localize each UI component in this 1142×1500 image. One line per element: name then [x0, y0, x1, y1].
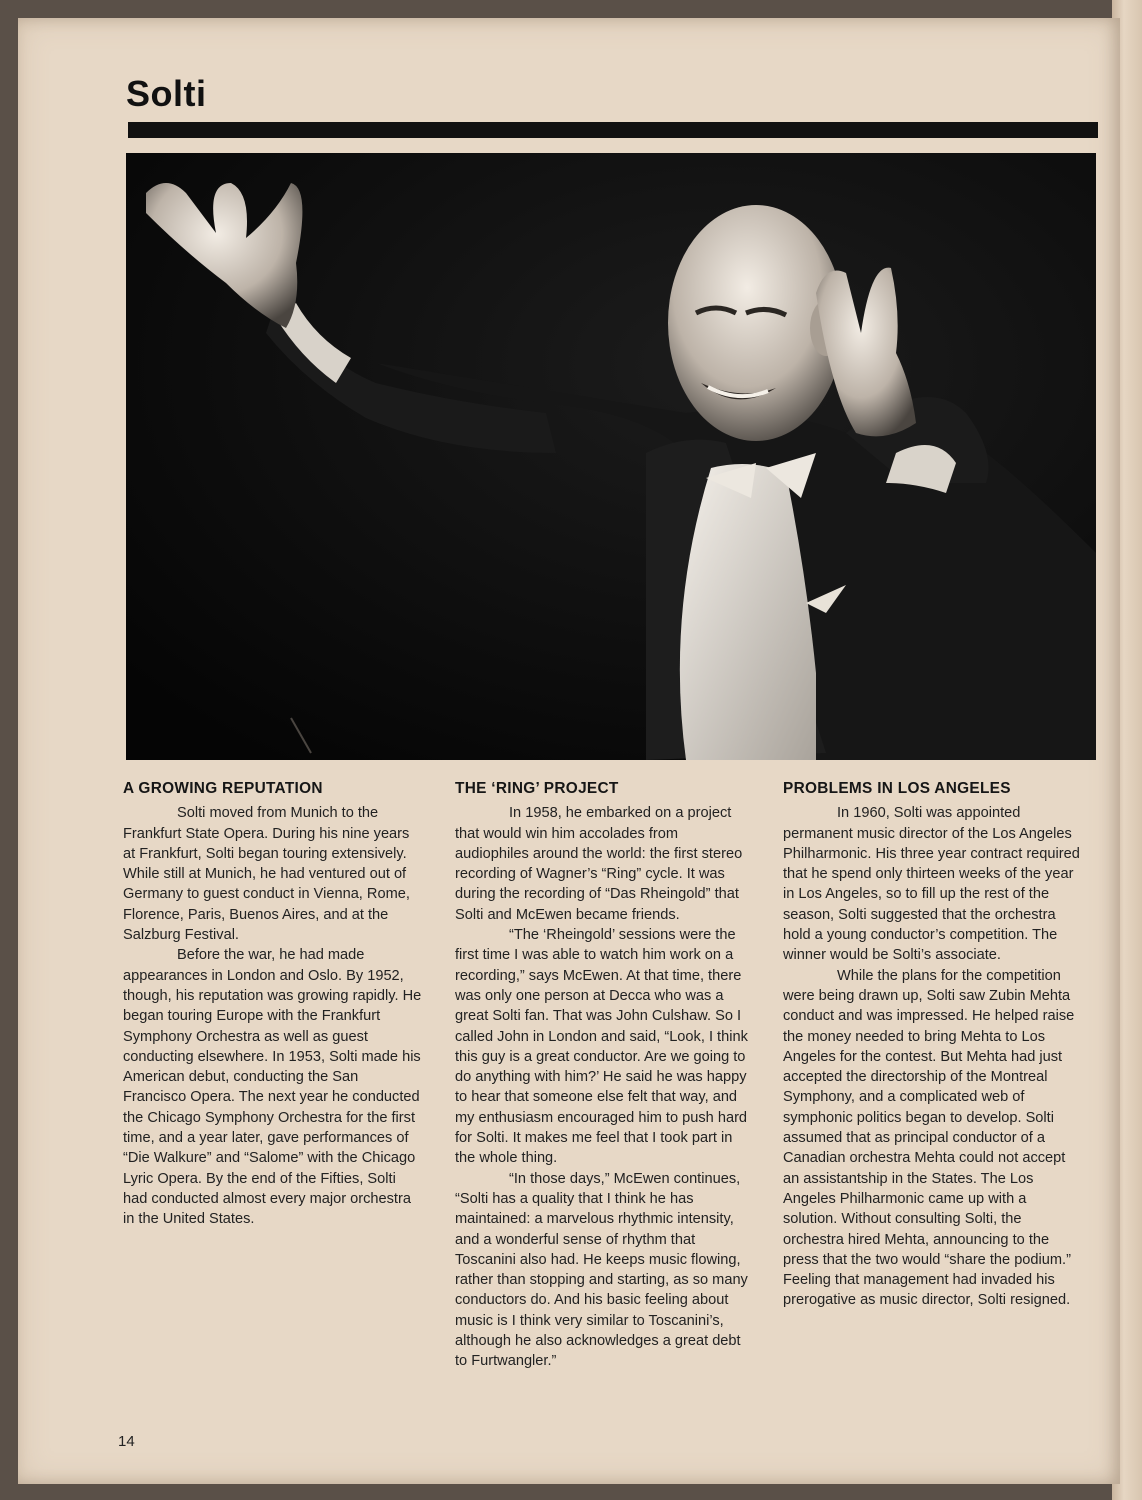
paragraph: “In those days,” McEwen continues, “Solti has a quality that I think he has maintained: a marvelous rhythmic intensity, and a wonderful sense of rhythm that Toscanini also had. He keeps music flowing, rather than stopping and starting, as so many conductors do. And his basic feeling about music is I think very similar to Toscanini’s, although he also acknowledges a great debt to Furtwangler.” [455, 1170, 748, 1370]
section-heading: A GROWING REPUTATION [123, 780, 323, 797]
section-heading: PROBLEMS IN LOS ANGELES [783, 780, 1011, 797]
paragraph: While the plans for the competition were being drawn up, Solti saw Zubin Mehta conduct and was impressed. He helped raise the money needed to bring Mehta to Los Angeles for the contest. But Mehta had just accepted the directorship of the Montreal Symphony, and a complicated web of symphonic politics began to develop. Solti assumed that as principal conductor of a Canadian orchestra Mehta could not accept an assistantship in the States. The Los Angeles Philharmonic came up with a solution. Without consulting Solti, the orchestra hired Mehta, announcing to the press that the two would “share the podium.” Feeling that management had invaded his prerogative as music director, Solti resigned. [783, 967, 1075, 1309]
column-growing-reputation [123, 779, 423, 1230]
title-rule [128, 122, 1098, 138]
column-ring-project [455, 779, 755, 1372]
paragraph: “The ‘Rheingold’ sessions were the first time I was able to watch him work on a recording,” says McEwen. At that time, there was only one person at Decca who was a great Solti fan. That was John Culshaw. So I called John in London and said, “Look, I think this guy is a great conductor. Are we going to do anything with him?’ He said he was happy to hear that someone else felt that way, and my enthusiasm encouraged him to push hard for Solti. It makes me feel that I took part in the whole thing. [455, 927, 748, 1167]
page-number: 14 [118, 1433, 135, 1450]
paragraph: Solti moved from Munich to the Frankfurt State Opera. During his nine years at Frankfurt, Solti began touring extensively. While still at Munich, he had ventured out of Germany to guest conduct in Vienna, Rome, Florence, Paris, Buenos Aires, and at the Salzburg Festival. [123, 805, 410, 944]
section-heading: THE ‘RING’ PROJECT [455, 780, 619, 797]
paragraph: In 1960, Solti was appointed permanent music director of the Los Angeles Philharmonic. His three year contract required that he spend only thirteen weeks of the year in Los Angeles, so to fill up the rest of the season, Solti suggested that the orchestra hold a young conductor’s competition. The winner would be Solti’s associate. [783, 805, 1080, 964]
article-title: Solti [126, 73, 207, 114]
column-problems-los-angeles [783, 779, 1083, 1311]
conductor-photo [126, 153, 1096, 760]
paragraph: Before the war, he had made appearances in London and Oslo. By 1952, though, his reputation was growing rapidly. He began touring Europe with the Frankfurt Symphony Orchestra as well as guest conducting elsewhere. In 1953, Solti made his American debut, conducting the San Francisco Opera. The next year he conducted the Chicago Symphony Orchestra for the first time, and a year later, gave performances of “Die Walkure” and “Salome” with the Chicago Lyric Opera. By the end of the Fifties, Solti had conducted almost every major orchestra in the United States. [123, 947, 422, 1228]
paragraph: In 1958, he embarked on a project that would win him accolades from audiophiles around the world: the first stereo recording of Wagner’s “Ring” cycle. It was during the recording of “Das Rheingold” that Solti and McEwen became friends. [455, 805, 743, 923]
